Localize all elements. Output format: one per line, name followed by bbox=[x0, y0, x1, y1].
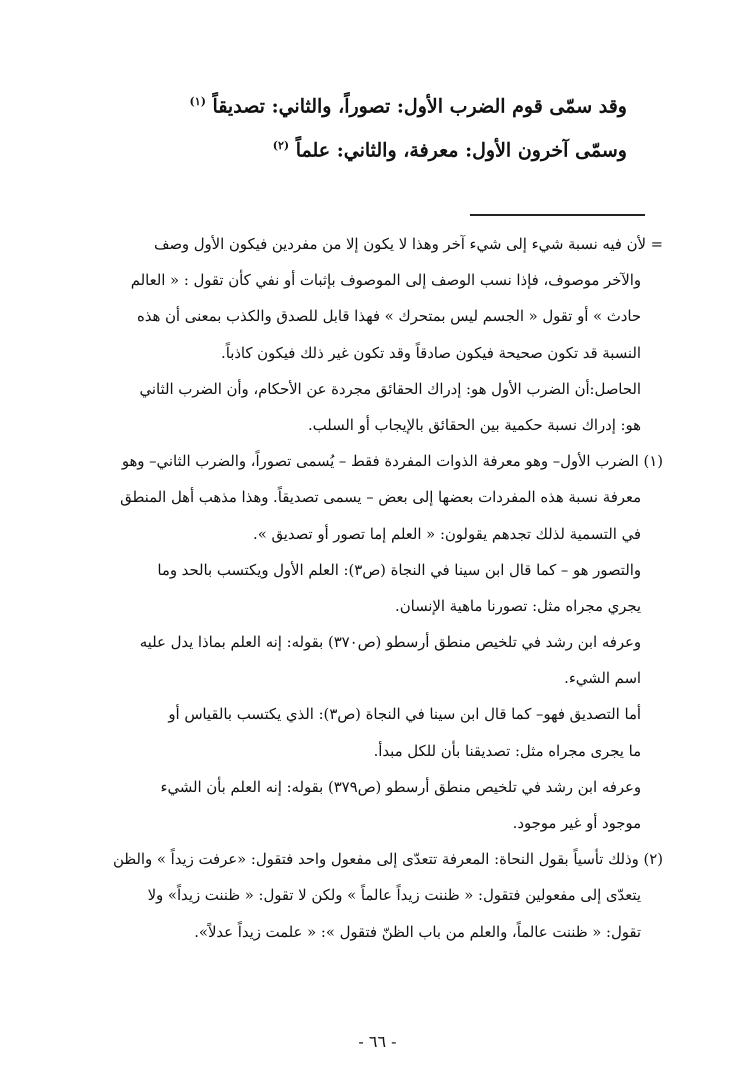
main-line-1 bbox=[127, 80, 627, 124]
footnote-line: والآخر موصوف، فإذا نسب الوصف إلى الموصوف بإثبات أو نفي كأن تقول : « العالم bbox=[130, 272, 641, 290]
footnote-line: والتصور هو – كما قال ابن سينا في النجاة (ص٣): العلم الأول ويكتسب بالحد وما bbox=[157, 561, 641, 579]
footnote-line: تقول: « ظننت عالماً، والعلم من باب الظنّ فتقول »: « علمت زيداً عدلاً». bbox=[194, 923, 641, 941]
footnote-line: النسبة قد تكون صحيحة فيكون صادقاً وقد تكون غير ذلك فيكون كاذباً. bbox=[220, 344, 641, 362]
footnote-continuation bbox=[88, 227, 663, 444]
footnote-line: = لأن فيه نسبة شيء إلى شيء آخر وهذا لا يكون إلا من مفردين فيكون الأول وصف bbox=[154, 236, 663, 253]
main-line-2-text: وسمّى آخرون الأول: معرفة، والثاني: علماً bbox=[295, 139, 627, 162]
footnote-line: اسم الشيء. bbox=[564, 670, 641, 688]
footnote-line: هو: إدراك نسبة حكمية بين الحقائق بالإيجاب أو السلب. bbox=[307, 416, 641, 434]
footnote-line: يجري مجراه مثل: تصورنا ماهية الإنسان. bbox=[395, 597, 641, 615]
footnote-1 bbox=[88, 444, 663, 842]
main-line-1-text: وقد سمّى قوم الضرب الأول: تصوراً، والثاني: تصديقاً bbox=[212, 95, 627, 118]
footnote-line: أما التصديق فهو– كما قال ابن سينا في النجاة (ص٣): الذي يكتسب بالقياس أو bbox=[168, 706, 641, 724]
footnote-line: (٢) وذلك تأسياً بقول النحاة: المعرفة تتعدّى إلى مفعول واحد فتقول: «عرفت زيداً » والظن bbox=[113, 851, 663, 869]
footnote-line: في التسمية لذلك تجدهم يقولون: « العلم إما تصور أو تصديق ». bbox=[252, 525, 641, 543]
footnote-line: ما يجرى مجراه مثل: تصديقنا بأن للكل مبدأ. bbox=[373, 742, 641, 760]
footnote-2 bbox=[88, 842, 663, 951]
main-text bbox=[127, 80, 627, 168]
footnote-line: معرفة نسبة هذه المفردات بعضها إلى بعض – يسمى تصديقاً. وهذا مذهب أهل المنطق bbox=[120, 489, 641, 507]
footnote-ref-2: (٢) bbox=[272, 139, 290, 152]
footnote-line: حادث » أو تقول « الجسم ليس بمتحرك » فهذا قابل للصدق والكذب بمعنى أن هذه bbox=[137, 308, 641, 326]
footnote-ref-1: (١) bbox=[189, 95, 206, 108]
footnote-line: (١) الضرب الأول– وهو معرفة الذوات المفردة فقط – يُسمى تصوراً، والضرب الثاني– وهو bbox=[121, 453, 663, 471]
footnote-line: وعرفه ابن رشد في تلخيص منطق أرسطو (ص٣٧٠) بقوله: إنه العلم بماذا يدل عليه bbox=[139, 634, 641, 652]
page-number: - ٦٦ - bbox=[358, 1032, 397, 1051]
footnote-line: يتعدّى إلى مفعولين فتقول: « ظننت زيداً عالماً » ولكن لا تقول: « ظننت زيداً» ولا bbox=[147, 887, 641, 905]
main-line-2 bbox=[127, 124, 627, 168]
footnote-line: الحاصل:أن الضرب الأول هو: إدراك الحقائق مجردة عن الأحكام، وأن الضرب الثاني bbox=[139, 380, 641, 398]
footnote-line: وعرفه ابن رشد في تلخيص منطق أرسطو (ص٣٧٩) بقوله: إنه العلم بأن الشيء bbox=[160, 778, 641, 796]
footnote-separator bbox=[470, 214, 645, 216]
footnotes-section bbox=[88, 227, 663, 951]
footnote-line: موجود أو غير موجود. bbox=[512, 815, 641, 832]
